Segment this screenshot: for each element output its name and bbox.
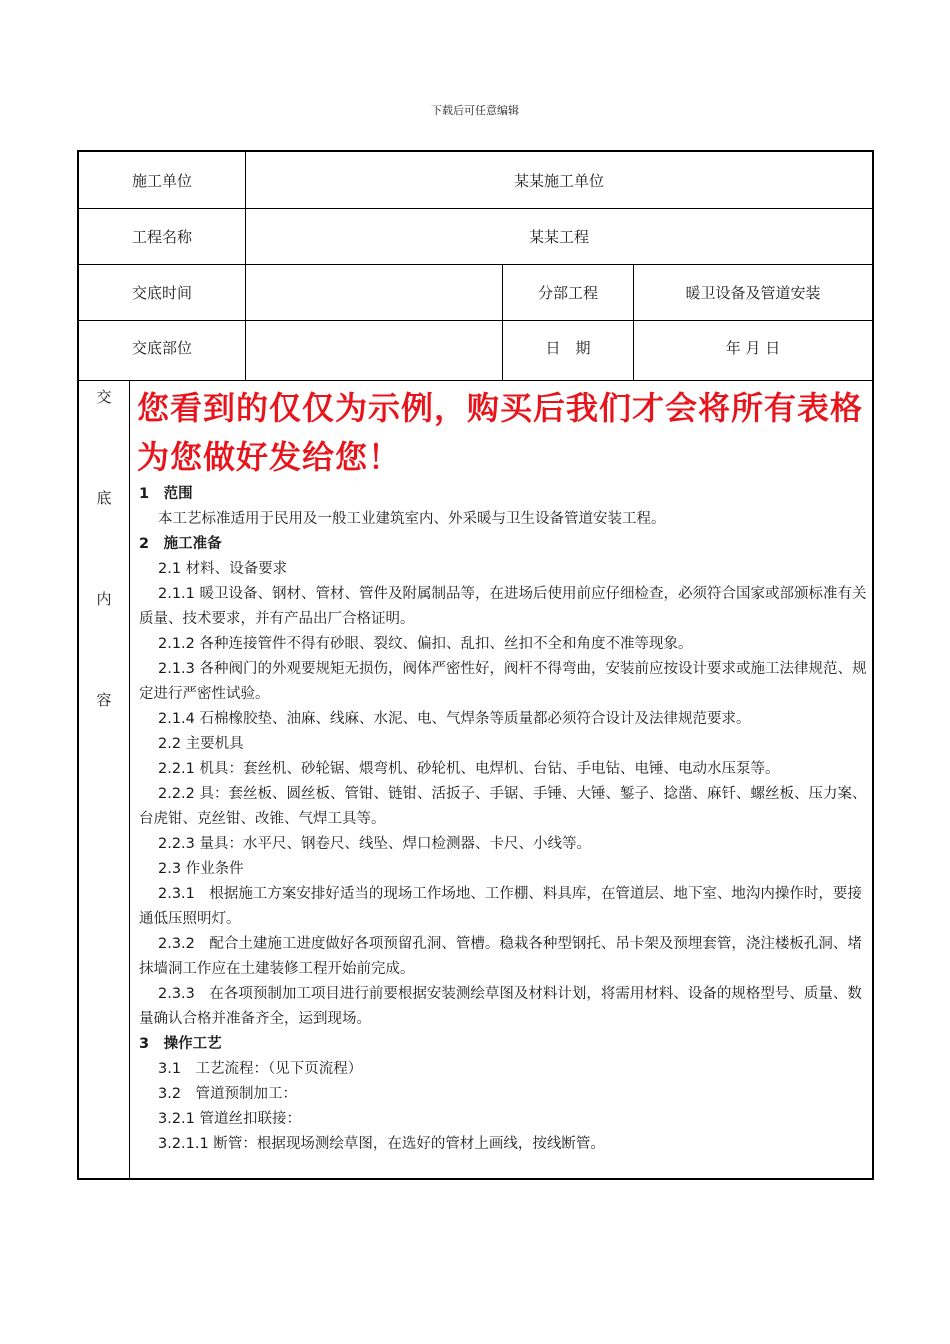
paragraph: 2.3.1 根据施工方案安排好适当的现场工作场地、工作棚、料具库，在管道层、地下室、地沟内操作时，要接通低压照明灯。 bbox=[139, 886, 862, 927]
date-value: 年 月 日 bbox=[725, 338, 781, 357]
time-value bbox=[246, 265, 502, 320]
side-char: 内 bbox=[96, 590, 112, 608]
disclosure-table bbox=[77, 150, 874, 1180]
paragraph: 2.1 材料、设备要求 bbox=[158, 561, 288, 577]
header-note: 下载后可任意编辑 bbox=[431, 104, 519, 117]
paragraph: 2.1.2 各种连接管件不得有砂眼、裂纹、偏扣、乱扣、丝扣不全和角度不准等现象。 bbox=[158, 636, 693, 652]
sample-banner: 您看到的仅仅为示例，购买后我们才会将所有表格为您做好发给您！ bbox=[137, 389, 864, 476]
paragraph: 2.1.4 石棉橡胶垫、油麻、线麻、水泥、电、气焊条等质量都必须符合设计及法律规范要求。 bbox=[158, 711, 751, 727]
date-label: 日 期 bbox=[545, 338, 591, 357]
paragraph: 2.3.3 在各项预制加工项目进行前要根据安装测绘草图及材料计划，将需用材料、设备的规格型号、质量、数量确认合格并准备齐全，运到现场。 bbox=[139, 986, 862, 1027]
section-heading: 3 操作工艺 bbox=[139, 1036, 222, 1052]
time-label: 交底时间 bbox=[131, 284, 192, 302]
section-heading: 2 施工准备 bbox=[139, 536, 222, 552]
side-char: 容 bbox=[96, 691, 112, 709]
subproject-label: 分部工程 bbox=[537, 284, 598, 302]
project-label: 工程名称 bbox=[131, 228, 192, 246]
subproject-value: 暖卫设备及管道安装 bbox=[685, 284, 821, 302]
section-heading: 1 范围 bbox=[139, 486, 193, 502]
paragraph: 3.2.1 管道丝扣联接： bbox=[158, 1111, 302, 1127]
paragraph: 2.2.1 机具：套丝机、砂轮锯、煨弯机、砂轮机、电焊机、台钻、手电钻、电锤、电动水压泵等。 bbox=[158, 761, 780, 777]
side-char: 底 bbox=[96, 489, 112, 507]
side-char: 交 bbox=[96, 388, 112, 406]
paragraph: 2.3 作业条件 bbox=[158, 861, 244, 877]
project-value: 某某工程 bbox=[528, 228, 589, 246]
paragraph: 2.2.3 量具：水平尺、钢卷尺、线坠、焊口检测器、卡尺、小线等。 bbox=[158, 836, 592, 852]
paragraph: 2.2 主要机具 bbox=[158, 736, 244, 752]
paragraph: 2.3.2 配合土建施工进度做好各项预留孔洞、管槽。稳栽各种型钢托、吊卡架及预埋套管，浇注楼板孔洞、堵抹墙洞工作应在土建装修工程开始前完成。 bbox=[139, 936, 862, 977]
part-label: 交底部位 bbox=[131, 338, 192, 357]
disclosure-content bbox=[139, 384, 869, 1157]
paragraph: 3.2.1.1 断管：根据现场测绘草图，在选好的管材上画线，按线断管。 bbox=[158, 1136, 605, 1152]
row-divider bbox=[79, 380, 872, 381]
part-value bbox=[246, 321, 502, 373]
unit-label: 施工单位 bbox=[131, 171, 192, 190]
paragraph: 3.2 管道预制加工： bbox=[158, 1086, 298, 1102]
paragraph: 2.1.1 暖卫设备、钢材、管材、管件及附属制品等，在进场后使用前应仔细检查，必须符合国家或部颁标准有关质量、技术要求，并有产品出厂合格证明。 bbox=[139, 586, 867, 627]
paragraph: 2.1.3 各种阀门的外观要规矩无损伤，阀体严密性好，阀杆不得弯曲，安装前应按设计要求或施工法律规范、规定进行严密性试验。 bbox=[139, 661, 867, 702]
paragraph: 本工艺标准适用于民用及一般工业建筑室内、外采暖与卫生设备管道安装工程。 bbox=[158, 511, 666, 527]
paragraph: 2.2.2 具：套丝板、圆丝板、管钳、链钳、活扳子、手锯、手锤、大锤、錾子、捻凿、麻钎、螺丝板、压力案、台虎钳、克丝钳、改锥、气焊工具等。 bbox=[139, 786, 867, 827]
paragraph: 3.1 工艺流程：（见下页流程） bbox=[158, 1061, 363, 1077]
col-divider bbox=[129, 380, 130, 1180]
unit-value: 某某施工单位 bbox=[513, 171, 604, 190]
